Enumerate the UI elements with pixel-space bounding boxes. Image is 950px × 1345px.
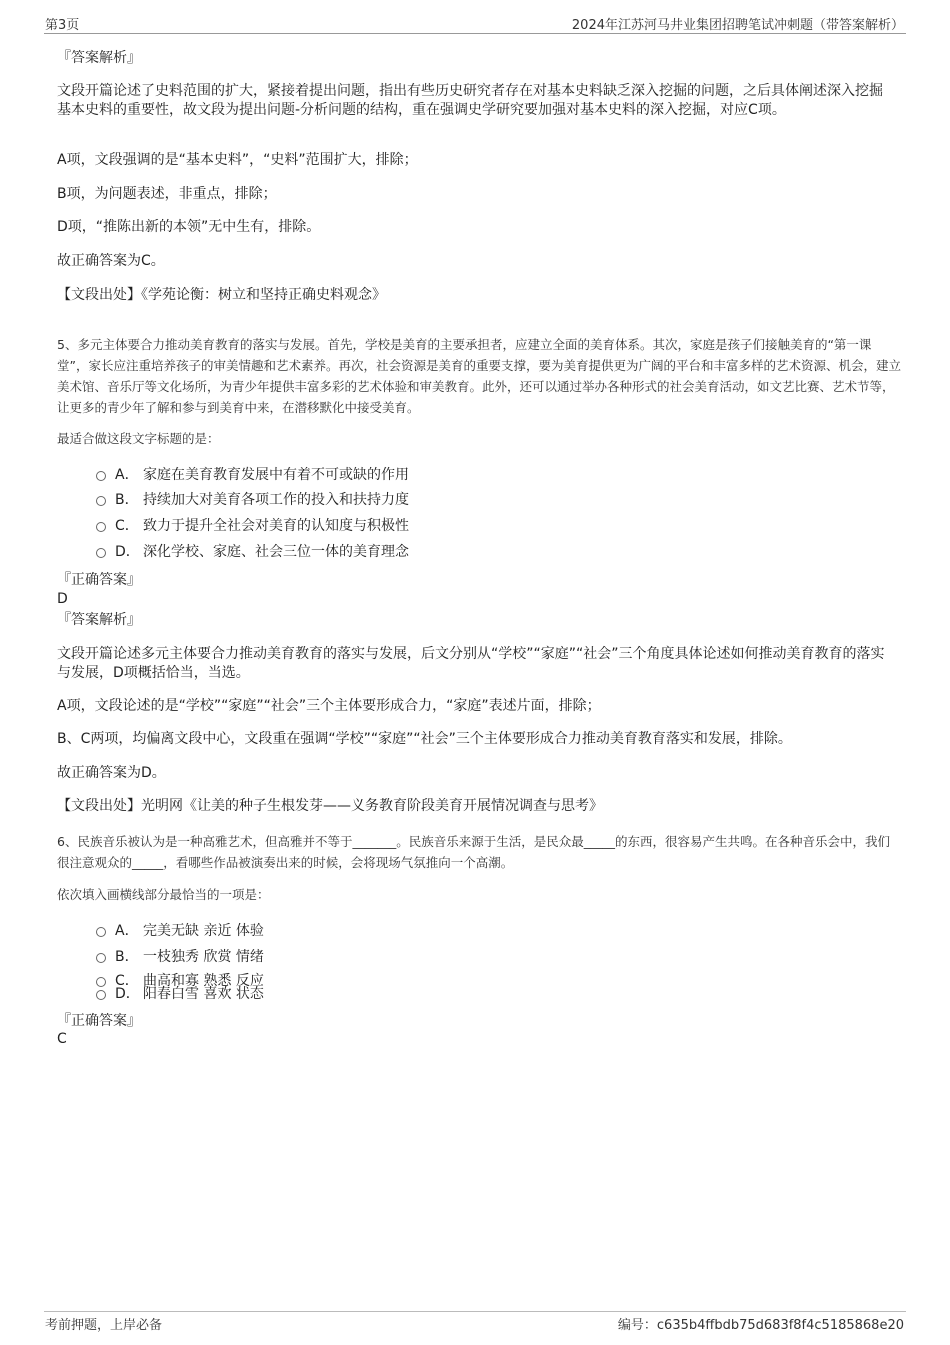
q6-option-c[interactable]: C． 曲高和寡 熟悉 反应: [96, 972, 264, 990]
q6-stem: 6、民族音乐被认为是一种高雅艺术，但高雅并不等于_______。民族音乐来源于生活，是民众最_____的东西，很容易产生共鸣。在各种音乐会中，我们很注意观众的_____，看哪些作品被演奏出来的时候，会将现场气氛推向一个高潮。: [57, 834, 890, 870]
q5-note-a: A项，文段论述的是“学校”“家庭”“社会”三个主体要形成合力，“家庭”表述片面，排除；: [57, 698, 601, 714]
q6-option-a[interactable]: A． 完美无缺 亲近 体验: [96, 922, 264, 940]
footer-document-id: 编号：c635b4ffbdb75d683f8f4c5185868e20: [617, 1318, 904, 1333]
radio-icon[interactable]: [96, 548, 106, 558]
q6-answer: C: [57, 1031, 67, 1047]
q5-option-d[interactable]: D． 深化学校、家庭、社会三位一体的美育理念: [96, 543, 409, 561]
q5-option-b[interactable]: B． 持续加大对美育各项工作的投入和扶持力度: [96, 491, 409, 509]
q5-analysis-label: 『答案解析』: [57, 612, 141, 628]
q5-answer: D: [57, 591, 68, 607]
q6-answer-label: 『正确答案』: [57, 1013, 141, 1029]
q4-note-b: B项，为问题表述，非重点，排除；: [57, 186, 277, 202]
q4-note-a: A项，文段强调的是“基本史料”，“史料”范围扩大，排除；: [57, 152, 418, 168]
q6-option-b[interactable]: B． 一枝独秀 欣赏 情绪: [96, 948, 264, 966]
footer-slogan: 考前押题，上岸必备: [45, 1318, 163, 1333]
q5-note-bc: B、C两项，均偏离文段中心，文段重在强调“学校”“家庭”“社会”三个主体要形成合力推动美育教育落实和发展，排除。: [57, 731, 792, 747]
radio-icon[interactable]: [96, 927, 106, 937]
page-number: 第3页: [45, 18, 80, 33]
footer-divider: [44, 1311, 906, 1312]
q5-question: 最适合做这段文字标题的是：: [57, 431, 220, 446]
document-title: 2024年江苏河马井业集团招聘笔试冲刺题（带答案解析）: [571, 18, 904, 33]
radio-icon[interactable]: [96, 496, 106, 506]
q6-option-d[interactable]: D． 阳春白雪 喜欢 状态: [96, 985, 264, 1003]
q4-analysis-text: 文段开篇论述了史料范围的扩大，紧接着提出问题，指出有些历史研究者存在对基本史料缺乏深入挖掘的问题，之后具体阐述深入挖掘基本史料的重要性，故文段为提出问题-分析问题的结构，重在强调史学研究要加强对基本史料的深入挖掘，对应C项。: [57, 83, 883, 118]
q4-source: 【文段出处】《学苑论衡：树立和坚持正确史料观念》: [57, 287, 386, 303]
q4-note-d: D项，“推陈出新的本领”无中生有，排除。: [57, 219, 321, 235]
q5-option-a[interactable]: A． 家庭在美育教育发展中有着不可或缺的作用: [96, 466, 409, 484]
q5-stem: 5、多元主体要合力推动美育教育的落实与发展。首先，学校是美育的主要承担者，应建立全面的美育体系。其次，家庭是孩子们接触美育的“第一课堂”，家长应注重培养孩子的审美情趣和艺术素养。再次，社会资源是美育的重要支撑，要为美育提供更为广阔的平台和丰富多样的艺术资源、机会，建立美术馆、音乐厅等文化场所，为青少年提供丰富多彩的艺术体验和审美教育。此外，还可以通过举办各种形式的社会美育活动，如文艺比赛、艺术节等，让更多的青少年了解和参与到美育中来，在潜移默化中接受美育。: [57, 337, 901, 415]
radio-icon[interactable]: [96, 990, 106, 1000]
q4-analysis-label: 『答案解析』: [57, 50, 141, 66]
q4-conclusion: 故正确答案为C。: [57, 253, 165, 269]
q5-option-c[interactable]: C． 致力于提升全社会对美育的认知度与积极性: [96, 517, 409, 535]
q5-source: 【文段出处】光明网《让美的种子生根发芽——义务教育阶段美育开展情况调查与思考》: [57, 798, 603, 814]
radio-icon[interactable]: [96, 953, 106, 963]
header-divider: [44, 33, 906, 34]
radio-icon[interactable]: [96, 522, 106, 532]
q6-question: 依次填入画横线部分最恰当的一项是：: [57, 887, 270, 902]
radio-icon[interactable]: [96, 471, 106, 481]
q5-conclusion: 故正确答案为D。: [57, 765, 166, 781]
q5-answer-label: 『正确答案』: [57, 572, 141, 588]
q5-analysis-text: 文段开篇论述多元主体要合力推动美育教育的落实与发展，后文分别从“学校”“家庭”“社会”三个角度具体论述如何推动美育教育的落实与发展，D项概括恰当，当选。: [57, 646, 885, 681]
